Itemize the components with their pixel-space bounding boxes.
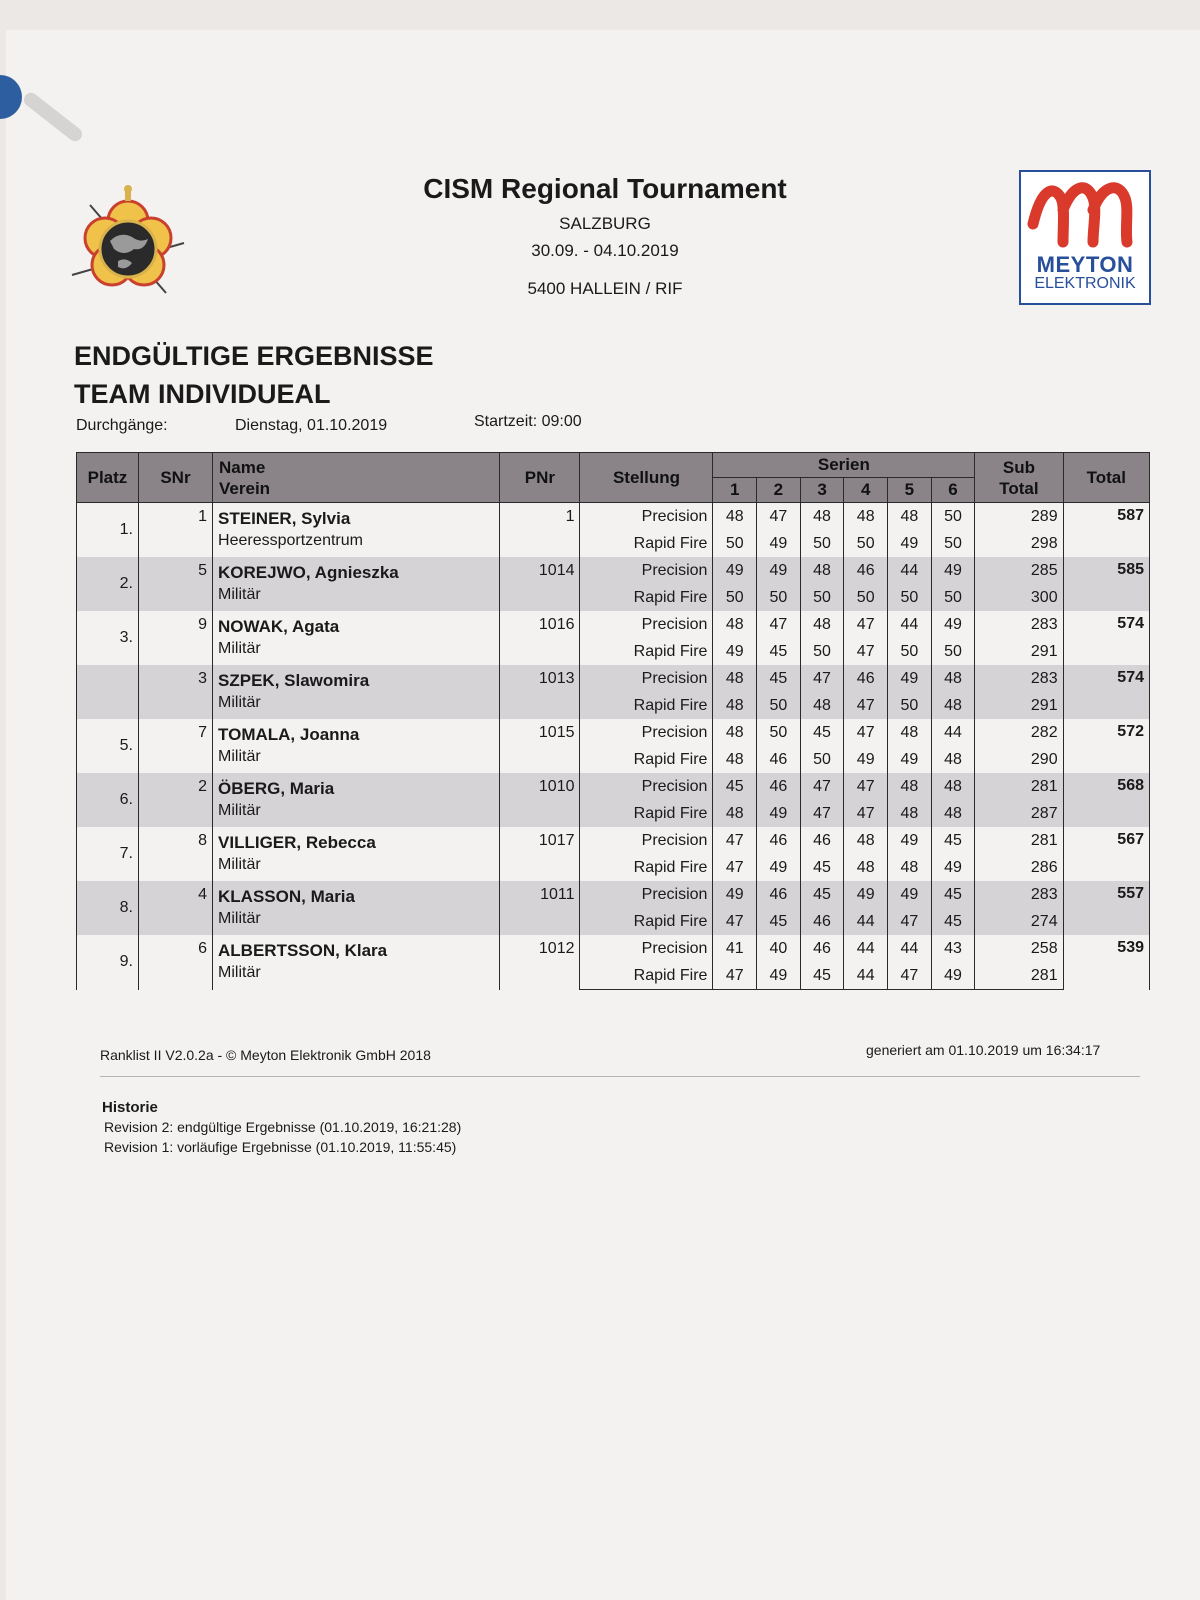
name-cell [213, 557, 500, 611]
total-cell: 587 [1063, 503, 1149, 558]
serie-cell: 46 [844, 665, 888, 692]
serie-cell: 48 [844, 854, 888, 881]
history-revision-1: Revision 1: vorläufige Ergebnisse (01.10.2019, 11:55:45) [104, 1139, 457, 1155]
col-serie-5: 5 [888, 478, 932, 503]
snr-cell: 5 [138, 557, 212, 611]
platz-cell: 8. [77, 881, 139, 935]
subtotal-cell: 274 [975, 908, 1063, 935]
serie-cell: 45 [931, 827, 975, 854]
serie-cell: 50 [757, 692, 801, 719]
serie-cell: 47 [713, 962, 757, 990]
athlete-club: Militär [218, 964, 261, 982]
stellung-cell: Precision [580, 935, 713, 962]
serie-cell: 45 [800, 854, 844, 881]
serie-cell: 47 [757, 503, 801, 531]
serie-cell: 47 [713, 827, 757, 854]
col-pnr: PNr [500, 453, 580, 503]
snr-cell: 9 [138, 611, 212, 665]
serie-cell: 49 [757, 854, 801, 881]
subtotal-cell: 283 [975, 665, 1063, 692]
serie-cell: 47 [713, 908, 757, 935]
serie-cell: 44 [844, 935, 888, 962]
col-serie-1: 1 [713, 478, 757, 503]
subtotal-cell: 289 [975, 503, 1063, 531]
serie-cell: 49 [844, 746, 888, 773]
col-stellung: Stellung [580, 453, 713, 503]
stellung-cell: Rapid Fire [580, 800, 713, 827]
serie-cell: 48 [888, 719, 932, 746]
serie-cell: 50 [800, 530, 844, 557]
platz-cell: 7. [77, 827, 139, 881]
serie-cell: 48 [844, 827, 888, 854]
results-table [76, 452, 1150, 990]
serie-cell: 44 [888, 935, 932, 962]
stellung-cell: Rapid Fire [580, 854, 713, 881]
serie-cell: 49 [888, 530, 932, 557]
serie-cell: 45 [800, 881, 844, 908]
platz-cell: 6. [77, 773, 139, 827]
history-title: Historie [102, 1099, 158, 1116]
snr-cell: 6 [138, 935, 212, 990]
total-cell: 572 [1063, 719, 1149, 773]
serie-cell: 44 [888, 611, 932, 638]
serie-cell: 49 [931, 962, 975, 990]
serie-cell: 48 [713, 503, 757, 531]
athlete-name: STEINER, Sylvia [218, 509, 351, 528]
serie-cell: 50 [800, 638, 844, 665]
snr-cell: 2 [138, 773, 212, 827]
serie-cell: 50 [931, 530, 975, 557]
subtotal-cell: 281 [975, 962, 1063, 990]
serie-cell: 48 [888, 854, 932, 881]
serie-cell: 48 [713, 692, 757, 719]
athlete-name: ÖBERG, Maria [218, 779, 335, 798]
headline-team: TEAM INDIVIDUEAL [74, 379, 331, 409]
col-snr: SNr [138, 453, 212, 503]
tournament-city: SALZBURG [559, 214, 651, 233]
cism-emblem-icon [70, 183, 186, 313]
athlete-club: Militär [218, 748, 261, 765]
serie-cell: 50 [800, 584, 844, 611]
serie-cell: 45 [757, 665, 801, 692]
athlete-name: KOREJWO, Agnieszka [218, 563, 399, 582]
serie-cell: 48 [713, 800, 757, 827]
col-serie-6: 6 [931, 478, 975, 503]
snr-cell: 1 [138, 503, 212, 558]
snr-cell: 7 [138, 719, 212, 773]
athlete-club: Militär [218, 586, 261, 603]
total-cell: 539 [1063, 935, 1149, 990]
meyton-sub: ELEKTRONIK [1034, 275, 1136, 292]
subtotal-cell: 300 [975, 584, 1063, 611]
serie-cell: 49 [757, 557, 801, 584]
footer-generated: generiert am 01.10.2019 um 16:34:17 [866, 1042, 1101, 1058]
serie-cell: 50 [888, 638, 932, 665]
serie-cell: 48 [888, 773, 932, 800]
serie-cell: 49 [931, 611, 975, 638]
name-cell [213, 719, 500, 773]
serie-cell: 47 [888, 962, 932, 990]
athlete-name: SZPEK, Slawomira [218, 671, 370, 690]
subtotal-cell: 287 [975, 800, 1063, 827]
serie-cell: 49 [931, 854, 975, 881]
subtotal-cell: 286 [975, 854, 1063, 881]
col-serie-4: 4 [844, 478, 888, 503]
serie-cell: 41 [713, 935, 757, 962]
serie-cell: 46 [757, 746, 801, 773]
serie-cell: 50 [888, 584, 932, 611]
serie-cell: 47 [844, 638, 888, 665]
platz-cell: 5. [77, 719, 139, 773]
subtotal-cell: 282 [975, 719, 1063, 746]
platz-cell: 1. [77, 503, 139, 558]
serie-cell: 48 [800, 692, 844, 719]
serie-cell: 49 [888, 746, 932, 773]
name-cell [213, 665, 500, 719]
pnr-cell: 1012 [500, 935, 580, 990]
serie-cell: 46 [800, 908, 844, 935]
serie-cell: 48 [888, 800, 932, 827]
serie-cell: 45 [800, 962, 844, 990]
result-row [77, 719, 1150, 746]
name-cell [213, 935, 500, 990]
result-row [77, 557, 1150, 584]
serie-cell: 46 [757, 773, 801, 800]
serie-cell: 50 [931, 503, 975, 531]
meyton-brand: MEYTON [1036, 252, 1134, 277]
subtotal-cell: 283 [975, 611, 1063, 638]
athlete-name: TOMALA, Joanna [218, 725, 360, 744]
serie-cell: 45 [757, 638, 801, 665]
serie-cell: 47 [844, 800, 888, 827]
serie-cell: 50 [713, 530, 757, 557]
serie-cell: 49 [888, 827, 932, 854]
serie-cell: 45 [931, 908, 975, 935]
history-revision-2: Revision 2: endgültige Ergebnisse (01.10.2019, 16:21:28) [104, 1119, 462, 1135]
athlete-name: ALBERTSSON, Klara [218, 941, 388, 961]
serie-cell: 47 [844, 611, 888, 638]
serie-cell: 48 [713, 746, 757, 773]
meta-start: Startzeit: 09:00 [474, 413, 582, 430]
name-cell [213, 503, 500, 558]
serie-cell: 49 [713, 638, 757, 665]
serie-cell: 49 [757, 962, 801, 990]
pnr-cell: 1013 [500, 665, 580, 719]
footer-version: Ranklist II V2.0.2a - © Meyton Elektronik GmbH 2018 [100, 1047, 431, 1063]
pnr-cell: 1014 [500, 557, 580, 611]
serie-cell: 45 [713, 773, 757, 800]
result-row [77, 935, 1150, 962]
total-cell: 585 [1063, 557, 1149, 611]
serie-cell: 48 [931, 665, 975, 692]
serie-cell: 48 [888, 503, 932, 531]
subtotal-cell: 298 [975, 530, 1063, 557]
col-subtotal [975, 453, 1063, 503]
serie-cell: 47 [844, 692, 888, 719]
serie-cell: 50 [931, 584, 975, 611]
platz-cell: 2. [77, 557, 139, 611]
stellung-cell: Rapid Fire [580, 638, 713, 665]
serie-cell: 48 [800, 557, 844, 584]
stellung-cell: Precision [580, 827, 713, 854]
result-row [77, 827, 1150, 854]
serie-cell: 50 [757, 719, 801, 746]
serie-cell: 50 [931, 638, 975, 665]
serie-cell: 50 [888, 692, 932, 719]
stellung-cell: Rapid Fire [580, 746, 713, 773]
total-cell: 574 [1063, 665, 1149, 719]
serie-cell: 48 [844, 503, 888, 531]
serie-cell: 46 [757, 827, 801, 854]
serie-cell: 48 [713, 719, 757, 746]
serie-cell: 47 [888, 908, 932, 935]
serie-cell: 49 [713, 557, 757, 584]
tournament-title: CISM Regional Tournament [423, 173, 787, 204]
athlete-club: Militär [218, 856, 261, 873]
result-row [77, 665, 1150, 692]
serie-cell: 44 [931, 719, 975, 746]
stellung-cell: Rapid Fire [580, 908, 713, 935]
subtotal-cell: 290 [975, 746, 1063, 773]
headline-results: ENDGÜLTIGE ERGEBNISSE [74, 341, 434, 371]
serie-cell: 46 [800, 935, 844, 962]
stellung-cell: Precision [580, 881, 713, 908]
col-serien: Serien [713, 453, 975, 478]
result-row [77, 611, 1150, 638]
serie-cell: 47 [800, 665, 844, 692]
total-cell: 557 [1063, 881, 1149, 935]
pnr-cell: 1010 [500, 773, 580, 827]
name-cell [213, 773, 500, 827]
result-row [77, 503, 1150, 531]
athlete-club: Militär [218, 694, 261, 711]
athlete-club: Heeressportzentrum [218, 532, 363, 549]
pnr-cell: 1011 [500, 881, 580, 935]
serie-cell: 47 [844, 719, 888, 746]
serie-cell: 48 [800, 611, 844, 638]
platz-cell: 3. [77, 611, 139, 665]
col-platz: Platz [77, 453, 139, 503]
serie-cell: 48 [931, 773, 975, 800]
athlete-name: VILLIGER, Rebecca [218, 833, 376, 852]
serie-cell: 43 [931, 935, 975, 962]
serie-cell: 49 [757, 800, 801, 827]
serie-cell: 46 [757, 881, 801, 908]
serie-cell: 47 [713, 854, 757, 881]
serie-cell: 40 [757, 935, 801, 962]
serie-cell: 50 [800, 746, 844, 773]
stellung-cell: Rapid Fire [580, 692, 713, 719]
serie-cell: 48 [931, 800, 975, 827]
platz-cell: 9. [77, 935, 139, 990]
meta-label: Durchgänge: [76, 417, 168, 434]
stellung-cell: Rapid Fire [580, 530, 713, 557]
meyton-logo [1019, 170, 1151, 305]
athlete-club: Militär [218, 802, 261, 819]
platz-cell [77, 665, 139, 719]
stellung-cell: Precision [580, 503, 713, 531]
pnr-cell: 1016 [500, 611, 580, 665]
athlete-name: KLASSON, Maria [218, 887, 355, 906]
serie-cell: 49 [888, 881, 932, 908]
serie-cell: 49 [888, 665, 932, 692]
athlete-name: NOWAK, Agata [218, 617, 340, 636]
col-serie-2: 2 [757, 478, 801, 503]
col-total: Total [1063, 453, 1149, 503]
result-row [77, 881, 1150, 908]
total-cell: 574 [1063, 611, 1149, 665]
serie-cell: 49 [844, 881, 888, 908]
subtotal-cell: 281 [975, 773, 1063, 800]
tournament-dates: 30.09. - 04.10.2019 [531, 241, 679, 260]
subtotal-cell: 281 [975, 827, 1063, 854]
total-cell: 567 [1063, 827, 1149, 881]
serie-cell: 47 [844, 773, 888, 800]
pnr-cell: 1 [500, 503, 580, 558]
serie-cell: 50 [713, 584, 757, 611]
stellung-cell: Precision [580, 611, 713, 638]
stellung-cell: Precision [580, 719, 713, 746]
athlete-club: Militär [218, 910, 261, 927]
tournament-venue: 5400 HALLEIN / RIF [527, 279, 683, 298]
subtotal-cell: 291 [975, 638, 1063, 665]
col-name [213, 453, 500, 503]
athlete-club: Militär [218, 640, 261, 657]
serie-cell: 46 [844, 557, 888, 584]
pnr-cell: 1017 [500, 827, 580, 881]
serie-cell: 47 [800, 773, 844, 800]
name-cell [213, 827, 500, 881]
serie-cell: 44 [844, 962, 888, 990]
stellung-cell: Precision [580, 773, 713, 800]
serie-cell: 48 [713, 611, 757, 638]
footer-divider [100, 1076, 1140, 1077]
serie-cell: 44 [844, 908, 888, 935]
serie-cell: 48 [931, 692, 975, 719]
col-name-label: Name [219, 457, 266, 477]
stellung-cell: Precision [580, 665, 713, 692]
serie-cell: 45 [800, 719, 844, 746]
subtotal-cell: 283 [975, 881, 1063, 908]
name-cell [213, 611, 500, 665]
stellung-cell: Precision [580, 557, 713, 584]
serie-cell: 48 [713, 665, 757, 692]
col-verein-label: Verein [219, 478, 271, 498]
serie-cell: 50 [844, 530, 888, 557]
serie-cell: 49 [931, 557, 975, 584]
serie-cell: 46 [800, 827, 844, 854]
snr-cell: 8 [138, 827, 212, 881]
serie-cell: 47 [757, 611, 801, 638]
meta-date: Dienstag, 01.10.2019 [235, 417, 388, 434]
meyton-m-icon [1027, 176, 1141, 250]
subtotal-cell: 285 [975, 557, 1063, 584]
serie-cell: 45 [931, 881, 975, 908]
col-subtotal-label: Total [999, 478, 1039, 498]
serie-cell: 45 [757, 908, 801, 935]
serie-cell: 47 [800, 800, 844, 827]
result-row [77, 773, 1150, 800]
serie-cell: 48 [800, 503, 844, 531]
total-cell: 568 [1063, 773, 1149, 827]
serie-cell: 50 [757, 584, 801, 611]
snr-cell: 4 [138, 881, 212, 935]
serie-cell: 49 [757, 530, 801, 557]
snr-cell: 3 [138, 665, 212, 719]
subtotal-cell: 258 [975, 935, 1063, 962]
stellung-cell: Rapid Fire [580, 584, 713, 611]
serie-cell: 44 [888, 557, 932, 584]
name-cell [213, 881, 500, 935]
serie-cell: 50 [844, 584, 888, 611]
subtotal-cell: 291 [975, 692, 1063, 719]
col-serie-3: 3 [800, 478, 844, 503]
pnr-cell: 1015 [500, 719, 580, 773]
serie-cell: 48 [931, 746, 975, 773]
col-sub-label: Sub [1002, 457, 1035, 477]
serie-cell: 49 [713, 881, 757, 908]
stellung-cell: Rapid Fire [580, 962, 713, 990]
